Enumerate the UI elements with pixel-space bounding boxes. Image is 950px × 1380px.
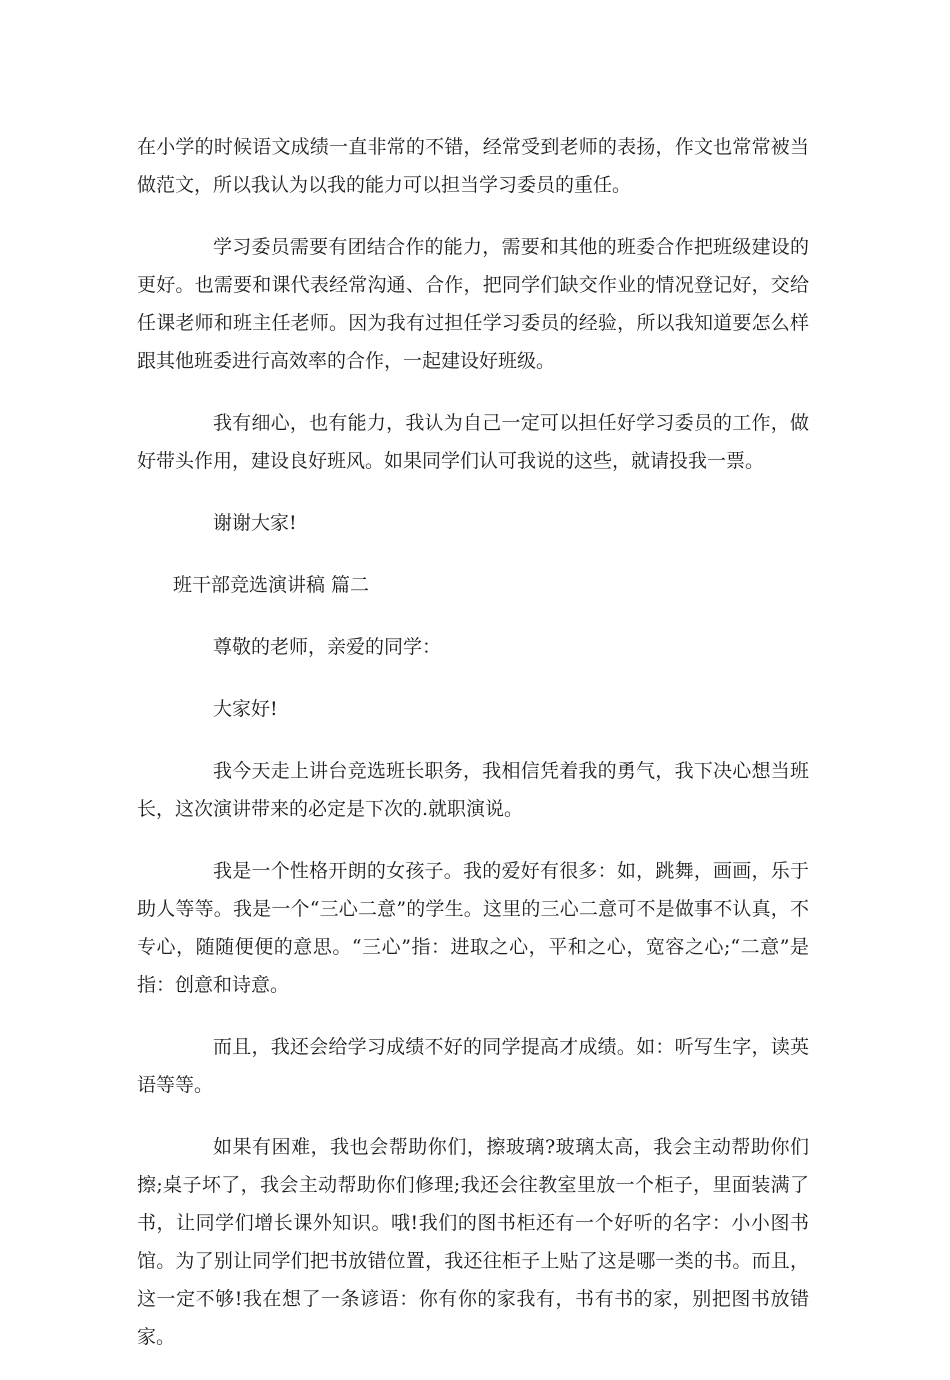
paragraph-9: 我是一个性格开朗的女孩子。我的爱好有很多：如，跳舞，画画，乐于助人等等。我是一个“三心二意”的学生。这里的三心二意可不是做事不认真，不专心，随随便便的意思。“三心”指：进取之心，平和之心，宽容之心;“二意”是指：创意和诗意。 — [137, 860, 809, 996]
paragraph-2: 学习委员需要有团结合作的能力，需要和其他的班委合作把班级建设的更好。也需要和课代表经常沟通、合作，把同学们缺交作业的情况登记好，交给任课老师和班主任老师。因为我有过担任学习委员的经验，所以我知道要怎么样跟其他班委进行高效率的合作，一起建设好班级。 — [137, 236, 809, 372]
paragraph-3: 我有细心，也有能力，我认为自己一定可以担任好学习委员的工作，做好带头作用，建设良好班风。如果同学们认可我说的这些，就请投我一票。 — [137, 412, 809, 472]
salutation: 尊敬的老师，亲爱的同学： — [213, 636, 442, 658]
section-heading: 班干部竞选演讲稿 篇二 — [173, 574, 370, 596]
thanks-line: 谢谢大家! — [213, 512, 297, 534]
paragraph-10: 而且，我还会给学习成绩不好的同学提高才成绩。如：听写生字，读英语等等。 — [137, 1036, 809, 1096]
paragraph-8: 我今天走上讲台竞选班长职务，我相信凭着我的勇气，我下决心想当班长，这次演讲带来的必定是下次的.就职演说。 — [137, 760, 809, 820]
paragraph-11: 如果有困难，我也会帮助你们，擦玻璃?玻璃太高，我会主动帮助你们擦;桌子坏了，我会主动帮助你们修理;我还会往教室里放一个柜子，里面装满了书，让同学们增长课外知识。哦!我们的图书柜还有一个好听的名字：小小图书馆。为了别让同学们把书放错位置，我还往柜子上贴了这是哪一类的书。而且，这一定不够!我在想了一条谚语：你有你的家我有，书有书的家，别把图书放错家。 — [137, 1136, 809, 1348]
document-page — [137, 128, 809, 1380]
greeting: 大家好! — [213, 698, 278, 720]
paragraph-1: 在小学的时候语文成绩一直非常的不错，经常受到老师的表扬，作文也常常被当做范文，所以我认为以我的能力可以担当学习委员的重任。 — [137, 136, 809, 196]
